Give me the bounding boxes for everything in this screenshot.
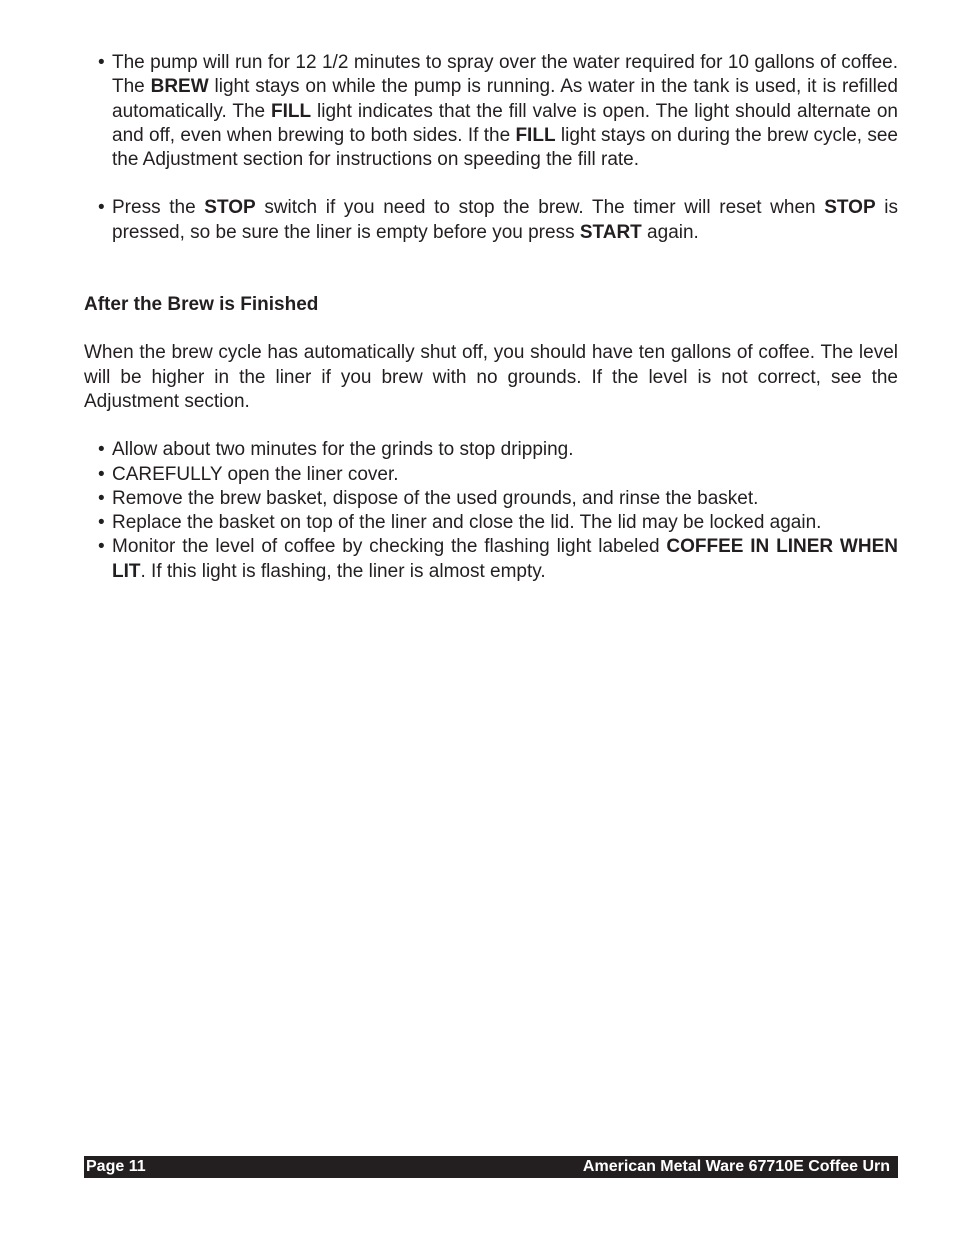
list-item-text: The pump will run for 12 1/2 minutes to spray over the water required for 10 gallons of coffee. The BREW light stays on while the pump is running. As water in the tank is used, it is refilled automatically. The FILL light indicates that the fill valve is open. The light should alternate on and off, even when brewing to both sides. If the FILL light stays on during the brew cycle, see the Adjustment section for instructions on speeding the fill rate.	[112, 52, 898, 171]
list-item	[84, 51, 898, 172]
bullet-marker: •	[98, 52, 105, 73]
spacer	[84, 245, 898, 293]
spacer	[84, 414, 898, 438]
section-heading: After the Brew is Finished	[84, 294, 319, 316]
list-item-text: Remove the brew basket, dispose of the used grounds, and rinse the basket.	[112, 487, 759, 509]
list-item-text: Replace the basket on top of the liner and close the lid. The lid may be locked again.	[112, 512, 822, 534]
list-item-text: Allow about two minutes for the grinds to stop dripping.	[112, 439, 574, 461]
document-title: American Metal Ware 67710E Coffee Urn	[582, 1158, 890, 1175]
page-content	[84, 51, 898, 584]
page-footer	[84, 1156, 898, 1178]
list-item-text: CAREFULLY open the liner cover.	[112, 463, 399, 485]
bullet-marker: •	[98, 512, 105, 534]
list-item	[84, 463, 898, 487]
list-item	[84, 511, 898, 535]
top-bullet-list	[84, 51, 898, 245]
bullet-marker: •	[98, 197, 105, 219]
spacer	[84, 172, 898, 196]
section-paragraph: When the brew cycle has automatically shut off, you should have ten gallons of coffee. The level will be higher in the liner if you brew with no grounds. If the level is not correct, see the Adjustment section.	[84, 342, 898, 412]
bullet-marker: •	[98, 487, 105, 509]
list-item	[84, 487, 898, 511]
spacer	[84, 317, 898, 341]
bottom-bullet-list	[84, 438, 898, 584]
list-item	[84, 196, 898, 245]
list-item-text: Press the STOP switch if you need to stop the brew. The timer will reset when STOP is pressed, so be sure the liner is empty before you press START again.	[112, 197, 899, 243]
bullet-marker: •	[98, 439, 105, 461]
bullet-marker: •	[98, 463, 105, 485]
list-item	[84, 438, 898, 462]
list-item-text: Monitor the level of coffee by checking the flashing light labeled COFFEE IN LINER WHEN LIT. If this light is flashing, the liner is almost empty.	[112, 536, 898, 582]
list-item	[84, 535, 898, 584]
page-number: Page 11	[86, 1158, 146, 1175]
bullet-marker: •	[98, 536, 105, 558]
